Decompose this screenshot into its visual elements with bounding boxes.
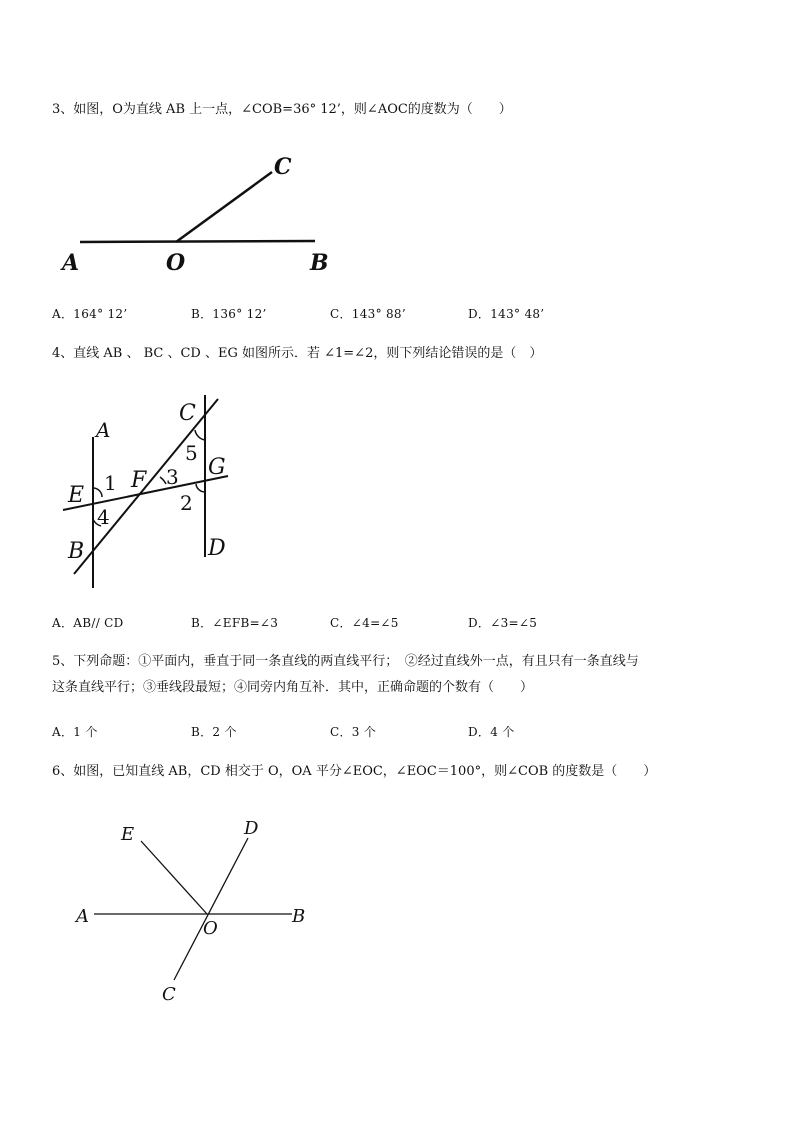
label-a: A [96,418,111,442]
q5-option-b[interactable]: B．2 个 [191,725,237,739]
label-d: D [244,818,259,839]
label-b: B [310,250,329,276]
q5-option-a[interactable]: A．1 个 [52,725,98,739]
label-e: E [121,824,135,845]
question-3-stem: 3、如图，O为直线 AB 上一点，∠COB=36° 12’，则∠AOC的度数为（ ） [52,102,512,117]
label-g: G [208,455,226,480]
angle-label-3: 3 [166,465,179,489]
q3-option-a[interactable]: A．164° 12’ [52,307,128,321]
label-b: B [292,906,306,927]
angle-label-1: 1 [104,471,117,495]
q5-option-c[interactable]: C．3 个 [330,725,377,739]
question-5-stem-line2: 这条直线平行；③垂线段最短；④同旁内角互补．其中，正确命题的个数有（ ） [52,680,534,695]
q3-option-d[interactable]: D．143° 48’ [468,307,545,321]
label-o: O [203,918,218,939]
q4-option-d[interactable]: D．∠3=∠5 [468,616,538,630]
label-c: C [274,154,292,180]
question-5-stem-line1: 5、下列命题：①平面内，垂直于同一条直线的两直线平行； ②经过直线外一点，有且只有一条直线与 [52,654,639,669]
question-6-stem: 6、如图，已知直线 AB，CD 相交于 O，OA 平分∠EOC，∠EOC＝100°，则∠COB 的度数是（ ） [52,764,657,779]
label-o: O [166,250,186,276]
label-c: C [179,401,196,426]
q4-option-a[interactable]: A．AB// CD [52,616,124,630]
label-c: C [162,984,176,1005]
angle-label-5: 5 [185,441,198,465]
angle-label-2: 2 [180,491,193,515]
q3-option-b[interactable]: B．136° 12’ [191,307,267,321]
line-cd [174,838,248,980]
angle-label-4: 4 [97,505,110,529]
question-4-stem: 4、直线 AB 、 BC 、CD 、EG 如图所示．若 ∠1=∠2，则下列结论错误的是（ ） [52,346,543,361]
ray-oe [141,841,207,914]
q5-option-d[interactable]: D．4 个 [468,725,515,739]
q4-option-c[interactable]: C．∠4=∠5 [330,616,399,630]
q4-option-b[interactable]: B．∠EFB=∠3 [191,616,279,630]
label-b: B [68,539,85,564]
label-e: E [68,483,85,508]
label-a: A [76,906,89,927]
q3-option-c[interactable]: C．143° 88’ [330,307,406,321]
label-d: D [208,536,226,561]
label-a: A [62,250,80,276]
label-f: F [131,468,147,493]
